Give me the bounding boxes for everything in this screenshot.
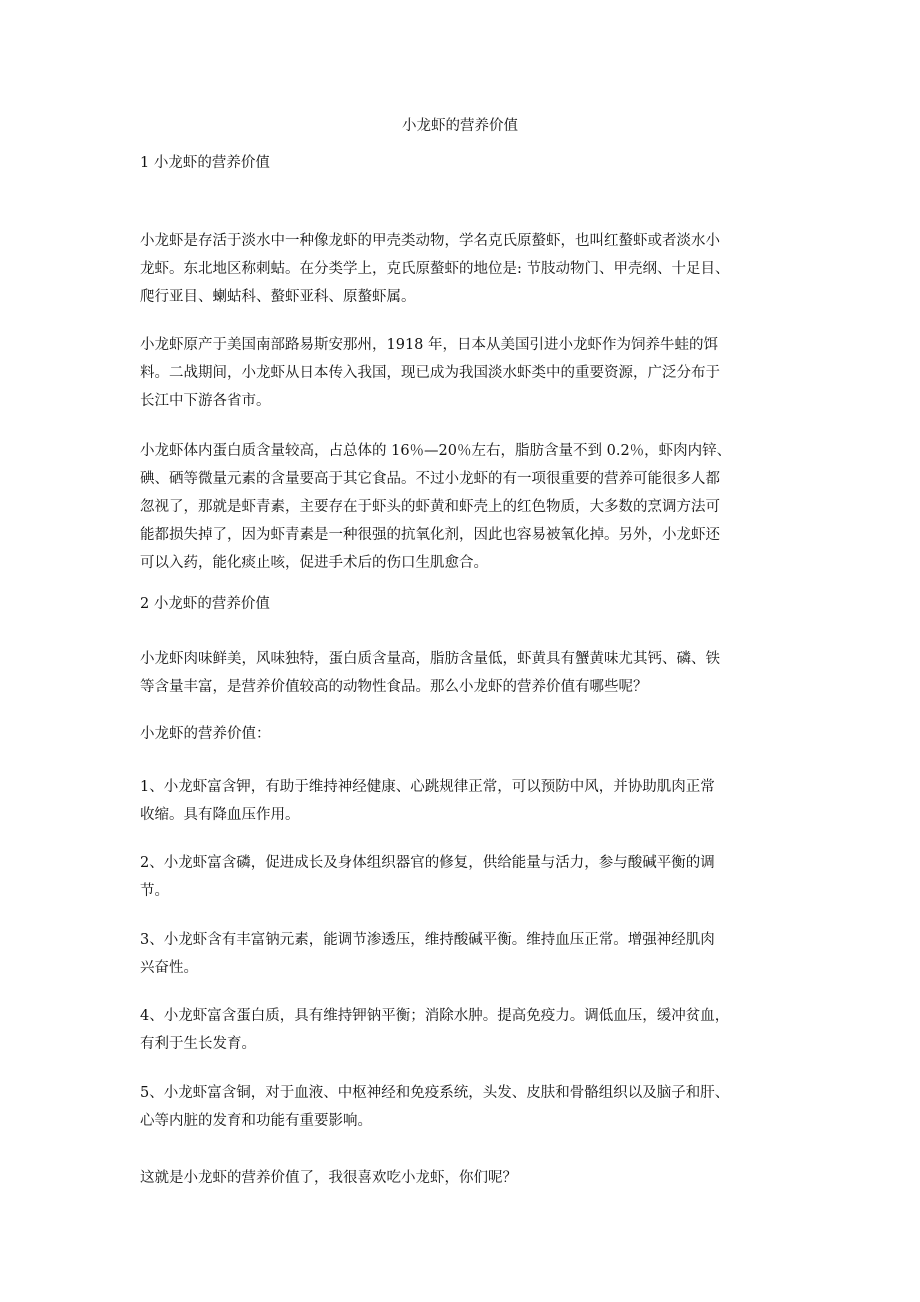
text-line: 2、小龙虾富含磷，促进成长及身体组织器官的修复，供给能量与活力，参与酸碱平衡的调 — [140, 855, 715, 871]
text-line: 料。二战期间，小龙虾从日本传入我国，现已成为我国淡水虾类中的重要资源，广泛分布于 — [140, 365, 720, 381]
text-line: 兴奋性。 — [140, 960, 198, 976]
text-line: 能都损失掉了，因为虾青素是一种很强的抗氧化剂，因此也容易被氧化掉。另外，小龙虾还 — [140, 527, 720, 543]
text-line: 碘、硒等微量元素的含量要高于其它食品。不过小龙虾的有一项很重要的营养可能很多人都 — [140, 471, 720, 487]
list-item-1 — [140, 773, 800, 829]
list-item-2 — [140, 849, 800, 905]
document-title: 小龙虾的营养价值 — [402, 118, 518, 134]
text-line: 1、小龙虾富含钾，有助于维持神经健康、心跳规律正常，可以预防中风，并协助肌肉正常 — [140, 779, 715, 795]
list-heading: 小龙虾的营养价值： — [140, 726, 271, 742]
text-line: 小龙虾肉味鲜美，风味独特，蛋白质含量高，脂肪含量低，虾黄具有蟹黄味尤其钙、磷、铁 — [140, 651, 720, 667]
text-line: 小龙虾原产于美国南部路易斯安那州，1918 年，日本从美国引进小龙虾作为饲养牛蛙的饵 — [140, 337, 719, 353]
text-line: 长江中下游各省市。 — [140, 393, 271, 409]
paragraph-definition — [140, 227, 800, 311]
paragraph-intro — [140, 645, 800, 701]
text-line: 有利于生长发育。 — [140, 1036, 256, 1052]
text-line: 收缩。具有降血压作用。 — [140, 807, 300, 823]
text-line: 小龙虾是存活于淡水中一种像龙虾的甲壳类动物，学名克氏原螯虾，也叫红螯虾或者淡水小 — [140, 233, 720, 249]
list-item-3 — [140, 926, 800, 982]
text-line: 可以入药，能化痰止咳，促进手术后的伤口生肌愈合。 — [140, 555, 488, 571]
list-item-5 — [140, 1079, 800, 1135]
text-line: 5、小龙虾富含铜，对于血液、中枢神经和免疫系统，头发、皮肤和骨骼组织以及脑子和肝、 — [140, 1085, 730, 1101]
text-line: 节。 — [140, 883, 169, 899]
paragraph-nutrition — [140, 437, 800, 577]
text-line: 小龙虾体内蛋白质含量较高，占总体的 16％—20％左右，脂肪含量不到 0.2％，虾肉内锌、 — [140, 443, 732, 459]
text-line: 爬行亚目、蝲蛄科、螯虾亚科、原螯虾属。 — [140, 289, 416, 305]
section-heading-2: 2 小龙虾的营养价值 — [140, 596, 270, 612]
closing-paragraph: 这就是小龙虾的营养价值了，我很喜欢吃小龙虾，你们呢？ — [140, 1170, 517, 1186]
paragraph-origin — [140, 331, 800, 415]
text-line: 4、小龙虾富含蛋白质，具有维持钾钠平衡；消除水肿。提高免疫力。调低血压，缓冲贫血， — [140, 1008, 730, 1024]
text-line: 忽视了，那就是虾青素，主要存在于虾头的虾黄和虾壳上的红色物质，大多数的烹调方法可 — [140, 499, 720, 515]
text-line: 心等内脏的发育和功能有重要影响。 — [140, 1113, 372, 1129]
list-item-4 — [140, 1002, 800, 1058]
text-line: 龙虾。东北地区称刺蛄。在分类学上，克氏原螯虾的地位是: 节肢动物门、甲壳纲、十足目、 — [140, 261, 730, 277]
section-heading-1: 1 小龙虾的营养价值 — [140, 155, 270, 171]
text-line: 3、小龙虾含有丰富钠元素，能调节渗透压，维持酸碱平衡。维持血压正常。增强神经肌肉 — [140, 932, 715, 948]
text-line: 等含量丰富，是营养价值较高的动物性食品。那么小龙虾的营养价值有哪些呢？ — [140, 679, 648, 695]
